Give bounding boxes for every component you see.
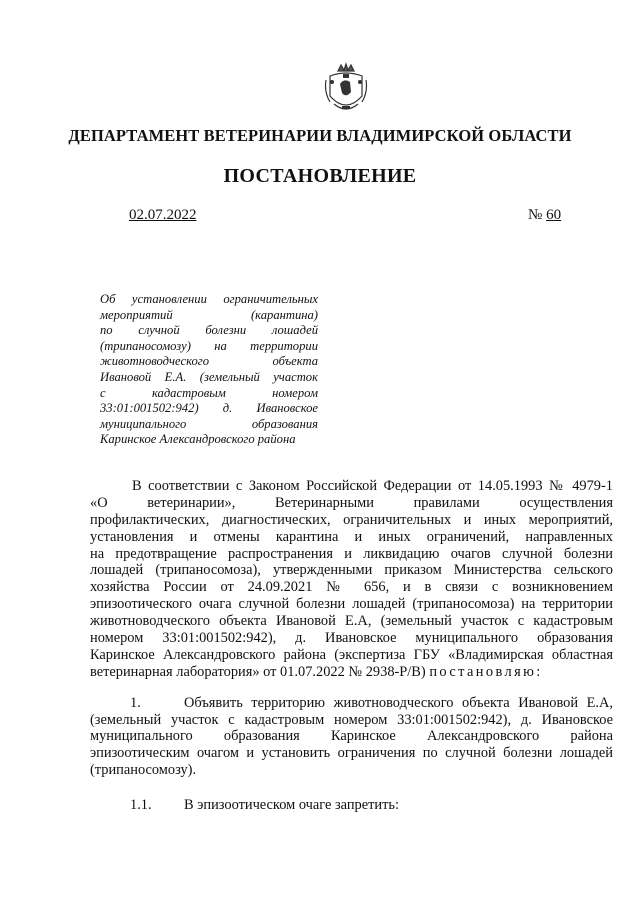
item1-line: (земельный участок с кадастровым номером 33:01:001502:942), д. Ивановское — [90, 711, 613, 728]
subject-line: Ивановой Е.А. (земельный участок — [100, 369, 318, 384]
item1-line: (трипаносомозу). — [90, 762, 197, 779]
subject-line: мероприятий (карантина) — [100, 307, 318, 322]
preamble-line: ветеринарная лаборатория» от 01.07.2022 № 2938-Р/В) — [90, 663, 426, 680]
item1-1-text: В эпизоотическом очаге запретить: — [184, 797, 399, 814]
spacer — [90, 681, 613, 695]
preamble-last-line — [90, 664, 613, 681]
item1-first-line — [90, 695, 613, 712]
preamble-line: В соответствии с Законом Российской Федерации от 14.05.1993 № 4979-1 — [132, 478, 613, 494]
preamble-line: животноводческого объекта Ивановой Е.А, (земельный участок с кадастровым — [90, 613, 613, 630]
subject-line: животноводческого объекта — [100, 354, 318, 369]
department-title: ДЕПАРТАМЕНТ ВЕТЕРИНАРИИ ВЛАДИМИРСКОЙ ОБЛАСТИ — [68, 126, 572, 145]
subject-line: Об установлении ограничительных — [100, 292, 318, 306]
subject-line: (трипаносомозу) на территории — [100, 338, 318, 353]
preamble-line: на предотвращение распространения и ликвидацию очагов случной болезни — [90, 545, 613, 562]
preamble-line: «О ветеринарии», Ветеринарными правилами осуществления — [90, 494, 613, 511]
document-date: 02.07.2022 — [129, 207, 197, 223]
subject-line: с кадастровым номером — [100, 385, 318, 400]
preamble-line: эпизоотического очага случной болезни лошадей (трипаносомоза) на территории — [90, 596, 613, 613]
document-body — [90, 478, 613, 814]
coat-of-arms-icon — [324, 62, 368, 118]
item1-line: Объявить территорию животноводческого объекта Ивановой Е.А, — [184, 694, 613, 711]
subject-line: Каринское Александровского района — [100, 432, 296, 447]
spacer — [90, 779, 613, 797]
preamble-line: номером 33:01:001502:942), д. Ивановское муниципального образования — [90, 630, 613, 647]
preamble-line: установления и отмены карантина и иных ограничений, направленных — [90, 528, 613, 545]
subject-line: муниципального образования — [100, 416, 318, 431]
item1-1-line — [90, 797, 613, 814]
subject-line: по случной болезни лошадей — [100, 323, 318, 338]
preamble-line: Каринское Александровского района (экспертиза ГБУ «Владимирская областная — [90, 646, 613, 663]
preamble-line: хозяйства России от 24.09.2021 № 656, и в связи с возникновением — [90, 579, 613, 596]
document-subject — [100, 292, 318, 448]
decree-word: постановляю: — [429, 663, 543, 680]
item1-line: муниципального образования Каринское Александровского района — [90, 728, 613, 745]
subject-line: 33:01:001502:942) д. Ивановское — [100, 401, 318, 416]
item1-1-number: 1.1. — [130, 797, 152, 814]
document-number — [528, 207, 561, 224]
number-value: 60 — [546, 207, 562, 223]
preamble-line: лошадей (трипаносомоза), утвержденными приказом Министерства сельского — [90, 562, 613, 579]
preamble-line: профилактических, диагностических, ограничительных и иных мероприятий, — [90, 511, 613, 528]
number-prefix: № — [528, 207, 543, 223]
item1-line: эпизоотическим очагом и установить ограничения по случной болезни лошадей — [90, 745, 613, 762]
item1-number: 1. — [130, 694, 141, 711]
document-type-title: ПОСТАНОВЛЕНИЕ — [223, 165, 417, 187]
